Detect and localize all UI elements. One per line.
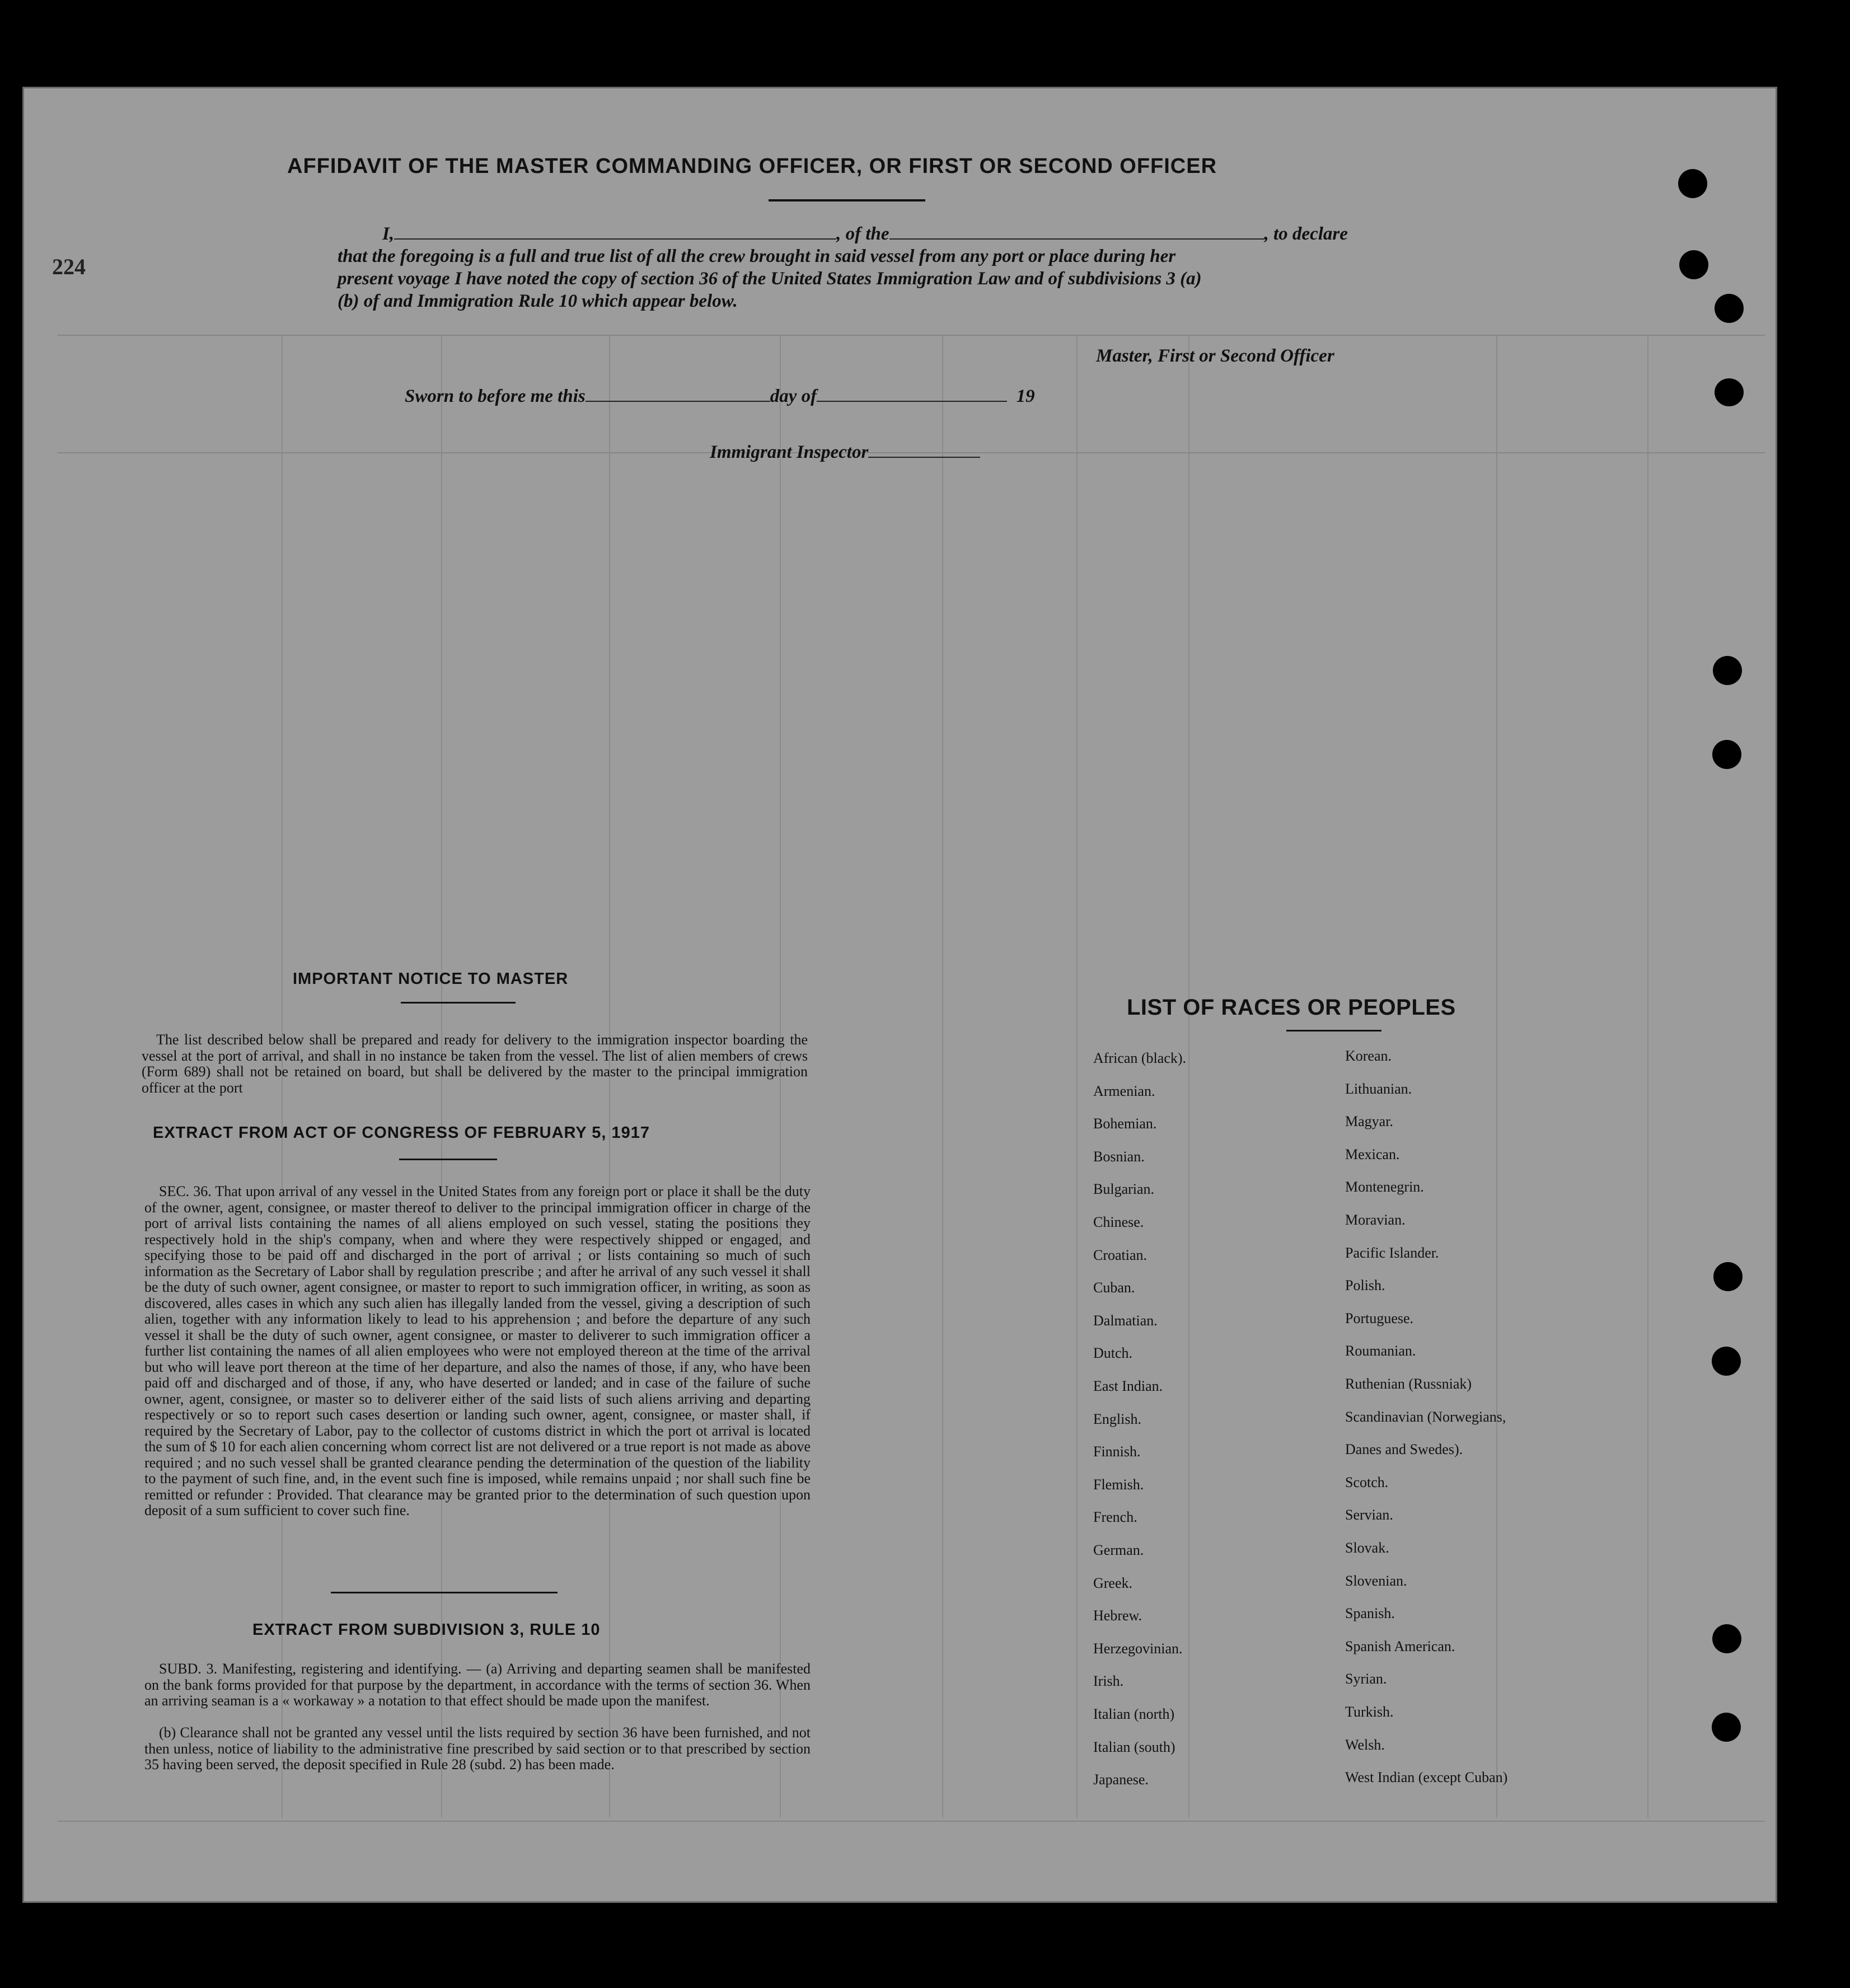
punch-hole — [1715, 294, 1744, 323]
race-item: Slovenian. — [1345, 1572, 1407, 1589]
races-title: LIST OF RACES OR PEOPLES — [1127, 995, 1456, 1020]
punch-hole — [1713, 1262, 1743, 1291]
affidavit-title: AFFIDAVIT OF THE MASTER COMMANDING OFFICER, OR FIRST OR SECOND OFFICER — [287, 154, 1217, 178]
act-underline — [399, 1159, 497, 1160]
race-item: Polish. — [1345, 1277, 1385, 1294]
race-item: Slovak. — [1345, 1540, 1389, 1556]
race-item: Moravian. — [1345, 1212, 1406, 1228]
race-item: Ruthenian (Russniak) — [1345, 1376, 1472, 1392]
affidavit-line-4: (b) of and Immigration Rule 10 which appear below. — [338, 291, 738, 311]
race-item: Turkish. — [1345, 1704, 1394, 1720]
race-item: Croatian. — [1093, 1246, 1148, 1263]
race-item: Bohemian. — [1093, 1115, 1157, 1132]
rule-para-a: SUBD. 3. Manifesting, registering and identifying. — (a) Arriving and departing seamen shall be manifested on the bank forms provided for that purpose by the department, in accordance with the terms of section 36. When an arriving seaman is a « workaway » a notation to that effect should be made upon the manifest. — [144, 1661, 811, 1709]
act-text: SEC. 36. That upon arrival of any vessel in the United States from any foreign port or place it shall be the duty of the owner, agent, consignee, or master thereof to deliver to the principal immigration officer in charge of the port of arrival lists containing the names of all aliens employed on such vessel, stating the positions they respectively hold in the ship's company, when and where they were respectively shipped or engaged, and specifying those to be paid off and discharged in the port of arrival ; or lists containing so much of such information as the Secretary of Labor shall by regulation prescribe ; and after he arrival of any such vessel it shall be the duty of such owner, agent consignee, or master to report to such immigration officer, in writing, as soon as discovered, alles cases in which any such alien has illegally landed from the vessel, giving a description of such alien, together with any information likely to lead to his apprehension ; and before the departure of any such vessel it shall be the duty of such owner, agent consignee, or master to deliverer to such immigration officer a further list containing the names of all alien employees who were not employed thereon at the time of the arrival but who will leave port thereon at the time of her departure, and also the names of those, if any, who have been paid off and discharged and of those, if any, who have deserted or landed; and in case of the failure of suche owner, agent, consignee, or master so to deliverer either of the said lists of such aliens arriving and departing respectively or so to report such cases desertion or landing such owner, agent, consignee, or master shall, if required by the Secretary of Labor, pay to the collector of customs district in which the port ot arrival is located the sum of $ 10 for each alien concerning whom correct list are not delivered or a true report is not made as above required ; and no such vessel shall be granted clearance pending the determination of the question of the liability to the payment of such fine, and, in the event such fine is imposed, while remains unpaid ; nor shall such fine be remitted or refunder : Provided. That clearance may be granted prior to the determination of such question upon deposit of a sum sufficient to cover such fine. — [144, 1183, 811, 1518]
race-item: Irish. — [1093, 1673, 1124, 1690]
race-item: Japanese. — [1093, 1771, 1149, 1788]
race-item: German. — [1093, 1542, 1144, 1558]
race-item: Korean. — [1345, 1048, 1392, 1064]
ghost-column — [1647, 335, 1648, 1818]
race-item: Cuban. — [1093, 1279, 1135, 1296]
race-item: Chinese. — [1093, 1214, 1144, 1230]
race-item: Scandinavian (Norwegians, — [1345, 1408, 1506, 1425]
inspector-blank[interactable] — [868, 441, 980, 458]
ghost-column — [1496, 335, 1497, 1818]
sworn-day-blank[interactable] — [586, 385, 770, 402]
race-item: Syrian. — [1345, 1671, 1387, 1687]
rule-para-b: (b) Clearance shall not be granted any vessel until the lists required by section 36 have been furnished, and not then unless, notice of liability to the administrative fine prescribed by said section or to that prescribed by section 35 having been served, the deposit specified in Rule 28 (subd. 2) has been made. — [144, 1724, 811, 1773]
race-item: Danes and Swedes). — [1345, 1441, 1463, 1458]
title-underline — [769, 199, 925, 201]
race-item: East Indian. — [1093, 1378, 1163, 1394]
race-item: Dutch. — [1093, 1345, 1133, 1362]
ghost-rule — [58, 335, 1765, 336]
signature-label: Master, First or Second Officer — [1096, 346, 1334, 366]
race-item: Lithuanian. — [1345, 1080, 1412, 1097]
act-title: EXTRACT FROM ACT OF CONGRESS OF FEBRUARY 5, 1917 — [153, 1124, 650, 1142]
race-item: Portuguese. — [1345, 1310, 1414, 1326]
race-item: African (black). — [1093, 1050, 1187, 1066]
race-item: Spanish. — [1345, 1605, 1395, 1622]
punch-hole — [1679, 250, 1708, 279]
punch-hole — [1715, 378, 1744, 406]
rule-title: EXTRACT FROM SUBDIVISION 3, RULE 10 — [252, 1621, 601, 1639]
race-item: Greek. — [1093, 1574, 1133, 1591]
race-item: Italian (south) — [1093, 1738, 1175, 1755]
ghost-column — [942, 335, 943, 1818]
race-item: Magyar. — [1345, 1113, 1393, 1130]
race-item: Armenian. — [1093, 1082, 1155, 1099]
race-item: Scotch. — [1345, 1474, 1389, 1490]
race-item: Spanish American. — [1345, 1638, 1455, 1654]
race-item: Mexican. — [1345, 1146, 1400, 1162]
race-item: Montenegrin. — [1345, 1179, 1424, 1195]
inspector-line: Immigrant Inspector — [710, 441, 980, 463]
notice-title: IMPORTANT NOTICE TO MASTER — [293, 970, 569, 988]
race-item: Flemish. — [1093, 1476, 1144, 1493]
margin-mark: 224 — [52, 254, 86, 279]
race-item: Bosnian. — [1093, 1148, 1145, 1165]
race-item: Herzegovinian. — [1093, 1640, 1183, 1657]
punch-hole — [1678, 169, 1707, 198]
punch-hole — [1713, 656, 1742, 685]
affidavit-line-2: that the foregoing is a full and true list of all the crew brought in said vessel from any port or place during her — [338, 246, 1176, 266]
punch-hole — [1712, 1713, 1741, 1742]
vessel-blank[interactable] — [889, 223, 1264, 240]
race-item: Bulgarian. — [1093, 1181, 1155, 1198]
punch-hole — [1712, 1347, 1741, 1376]
sworn-month-blank[interactable] — [817, 385, 1007, 402]
race-item: Finnish. — [1093, 1443, 1141, 1460]
race-item: Hebrew. — [1093, 1607, 1142, 1624]
affidavit-line-3: present voyage I have noted the copy of section 36 of the United States Immigration Law and of subdivisions 3 (a) — [338, 269, 1202, 289]
name-blank[interactable] — [394, 223, 836, 240]
punch-hole — [1712, 1624, 1741, 1653]
races-underline — [1286, 1030, 1381, 1031]
notice-underline — [401, 1002, 516, 1004]
race-item: French. — [1093, 1509, 1137, 1526]
race-item: West Indian (except Cuban) — [1345, 1769, 1508, 1786]
race-item: English. — [1093, 1410, 1141, 1427]
race-item: Welsh. — [1345, 1736, 1385, 1753]
affidavit-line-1: I, , of the , to declare — [382, 224, 1348, 244]
notice-text: The list described below shall be prepared and ready for delivery to the immigration inspector boarding the vessel at the port of arrival, and shall in no instance be taken from the vessel. The list of alien members of crews (Form 689) shall not be retained on board, but shall be delivered by the master to the principal immigration officer at the port — [142, 1031, 808, 1096]
sworn-line: Sworn to before me this day of 19 — [405, 386, 1035, 406]
ghost-column — [1188, 335, 1189, 1818]
race-item: Dalmatian. — [1093, 1312, 1158, 1329]
punch-hole — [1712, 740, 1741, 769]
document-sheet — [22, 87, 1777, 1903]
act-end-rule — [331, 1592, 558, 1593]
race-item: Pacific Islander. — [1345, 1244, 1439, 1261]
race-item: Servian. — [1345, 1507, 1393, 1523]
ghost-column — [1076, 335, 1078, 1818]
race-item: Roumanian. — [1345, 1343, 1416, 1359]
ghost-rule — [58, 1821, 1765, 1822]
race-item: Italian (north) — [1093, 1706, 1175, 1722]
